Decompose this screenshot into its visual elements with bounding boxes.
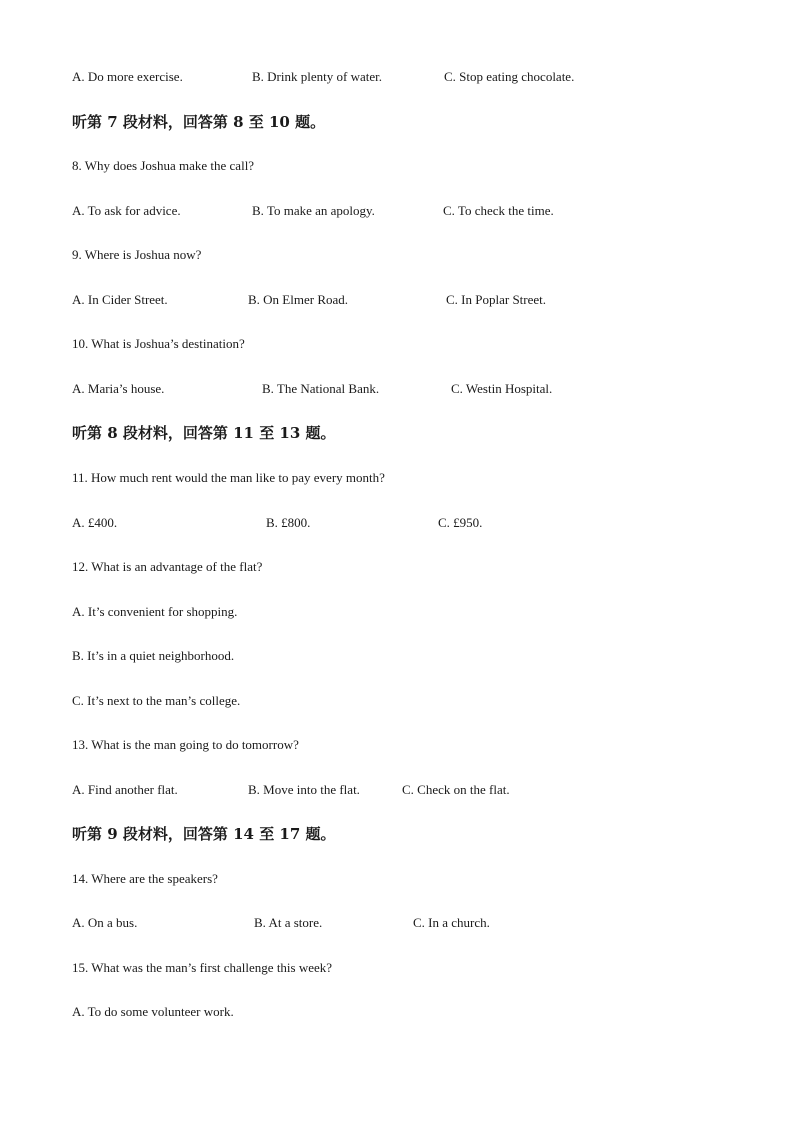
q7-option-c: C. Stop eating chocolate.	[444, 69, 575, 84]
question-9: 9. Where is Joshua now?	[72, 247, 202, 262]
section-8-heading: 听第 8 段材料，回答第 11 至 13 题。	[72, 424, 336, 442]
q13-option-c: C. Check on the flat.	[402, 782, 510, 797]
q11-option-c: C. £950.	[438, 515, 483, 530]
q8-option-a: A. To ask for advice.	[72, 203, 181, 218]
q14-option-a: A. On a bus.	[72, 915, 138, 930]
q8-option-c: C. To check the time.	[443, 203, 554, 218]
q11-option-b: B. £800.	[266, 515, 311, 530]
question-11: 11. How much rent would the man like to pay every month?	[72, 470, 385, 485]
section-9-heading: 听第 9 段材料，回答第 14 至 17 题。	[72, 825, 336, 843]
question-13: 13. What is the man going to do tomorrow?	[72, 737, 299, 752]
q14-option-c: C. In a church.	[413, 915, 490, 930]
q8-option-b: B. To make an apology.	[252, 203, 375, 218]
section-7-heading: 听第 7 段材料，回答第 8 至 10 题。	[72, 113, 326, 131]
q13-option-b: B. Move into the flat.	[248, 782, 360, 797]
q13-option-a: A. Find another flat.	[72, 782, 178, 797]
q12-option-b: B. It’s in a quiet neighborhood.	[72, 648, 235, 663]
question-14: 14. Where are the speakers?	[72, 871, 218, 886]
q10-option-b: B. The National Bank.	[262, 381, 380, 396]
q10-option-a: A. Maria’s house.	[72, 381, 165, 396]
q12-option-a: A. It’s convenient for shopping.	[72, 604, 238, 619]
q7-option-b: B. Drink plenty of water.	[252, 69, 382, 84]
q11-option-a: A. £400.	[72, 515, 118, 530]
q9-option-c: C. In Poplar Street.	[446, 292, 547, 307]
q15-option-a: A. To do some volunteer work.	[72, 1004, 234, 1019]
question-10: 10. What is Joshua’s destination?	[72, 336, 245, 351]
question-8: 8. Why does Joshua make the call?	[72, 158, 255, 173]
q9-option-b: B. On Elmer Road.	[248, 292, 349, 307]
q9-option-a: A. In Cider Street.	[72, 292, 168, 307]
question-15: 15. What was the man’s first challenge this week?	[72, 960, 333, 975]
q7-option-a: A. Do more exercise.	[72, 69, 183, 84]
q14-option-b: B. At a store.	[254, 915, 323, 930]
q10-option-c: C. Westin Hospital.	[451, 381, 553, 396]
question-12: 12. What is an advantage of the flat?	[72, 559, 263, 574]
q12-option-c: C. It’s next to the man’s college.	[72, 693, 241, 708]
